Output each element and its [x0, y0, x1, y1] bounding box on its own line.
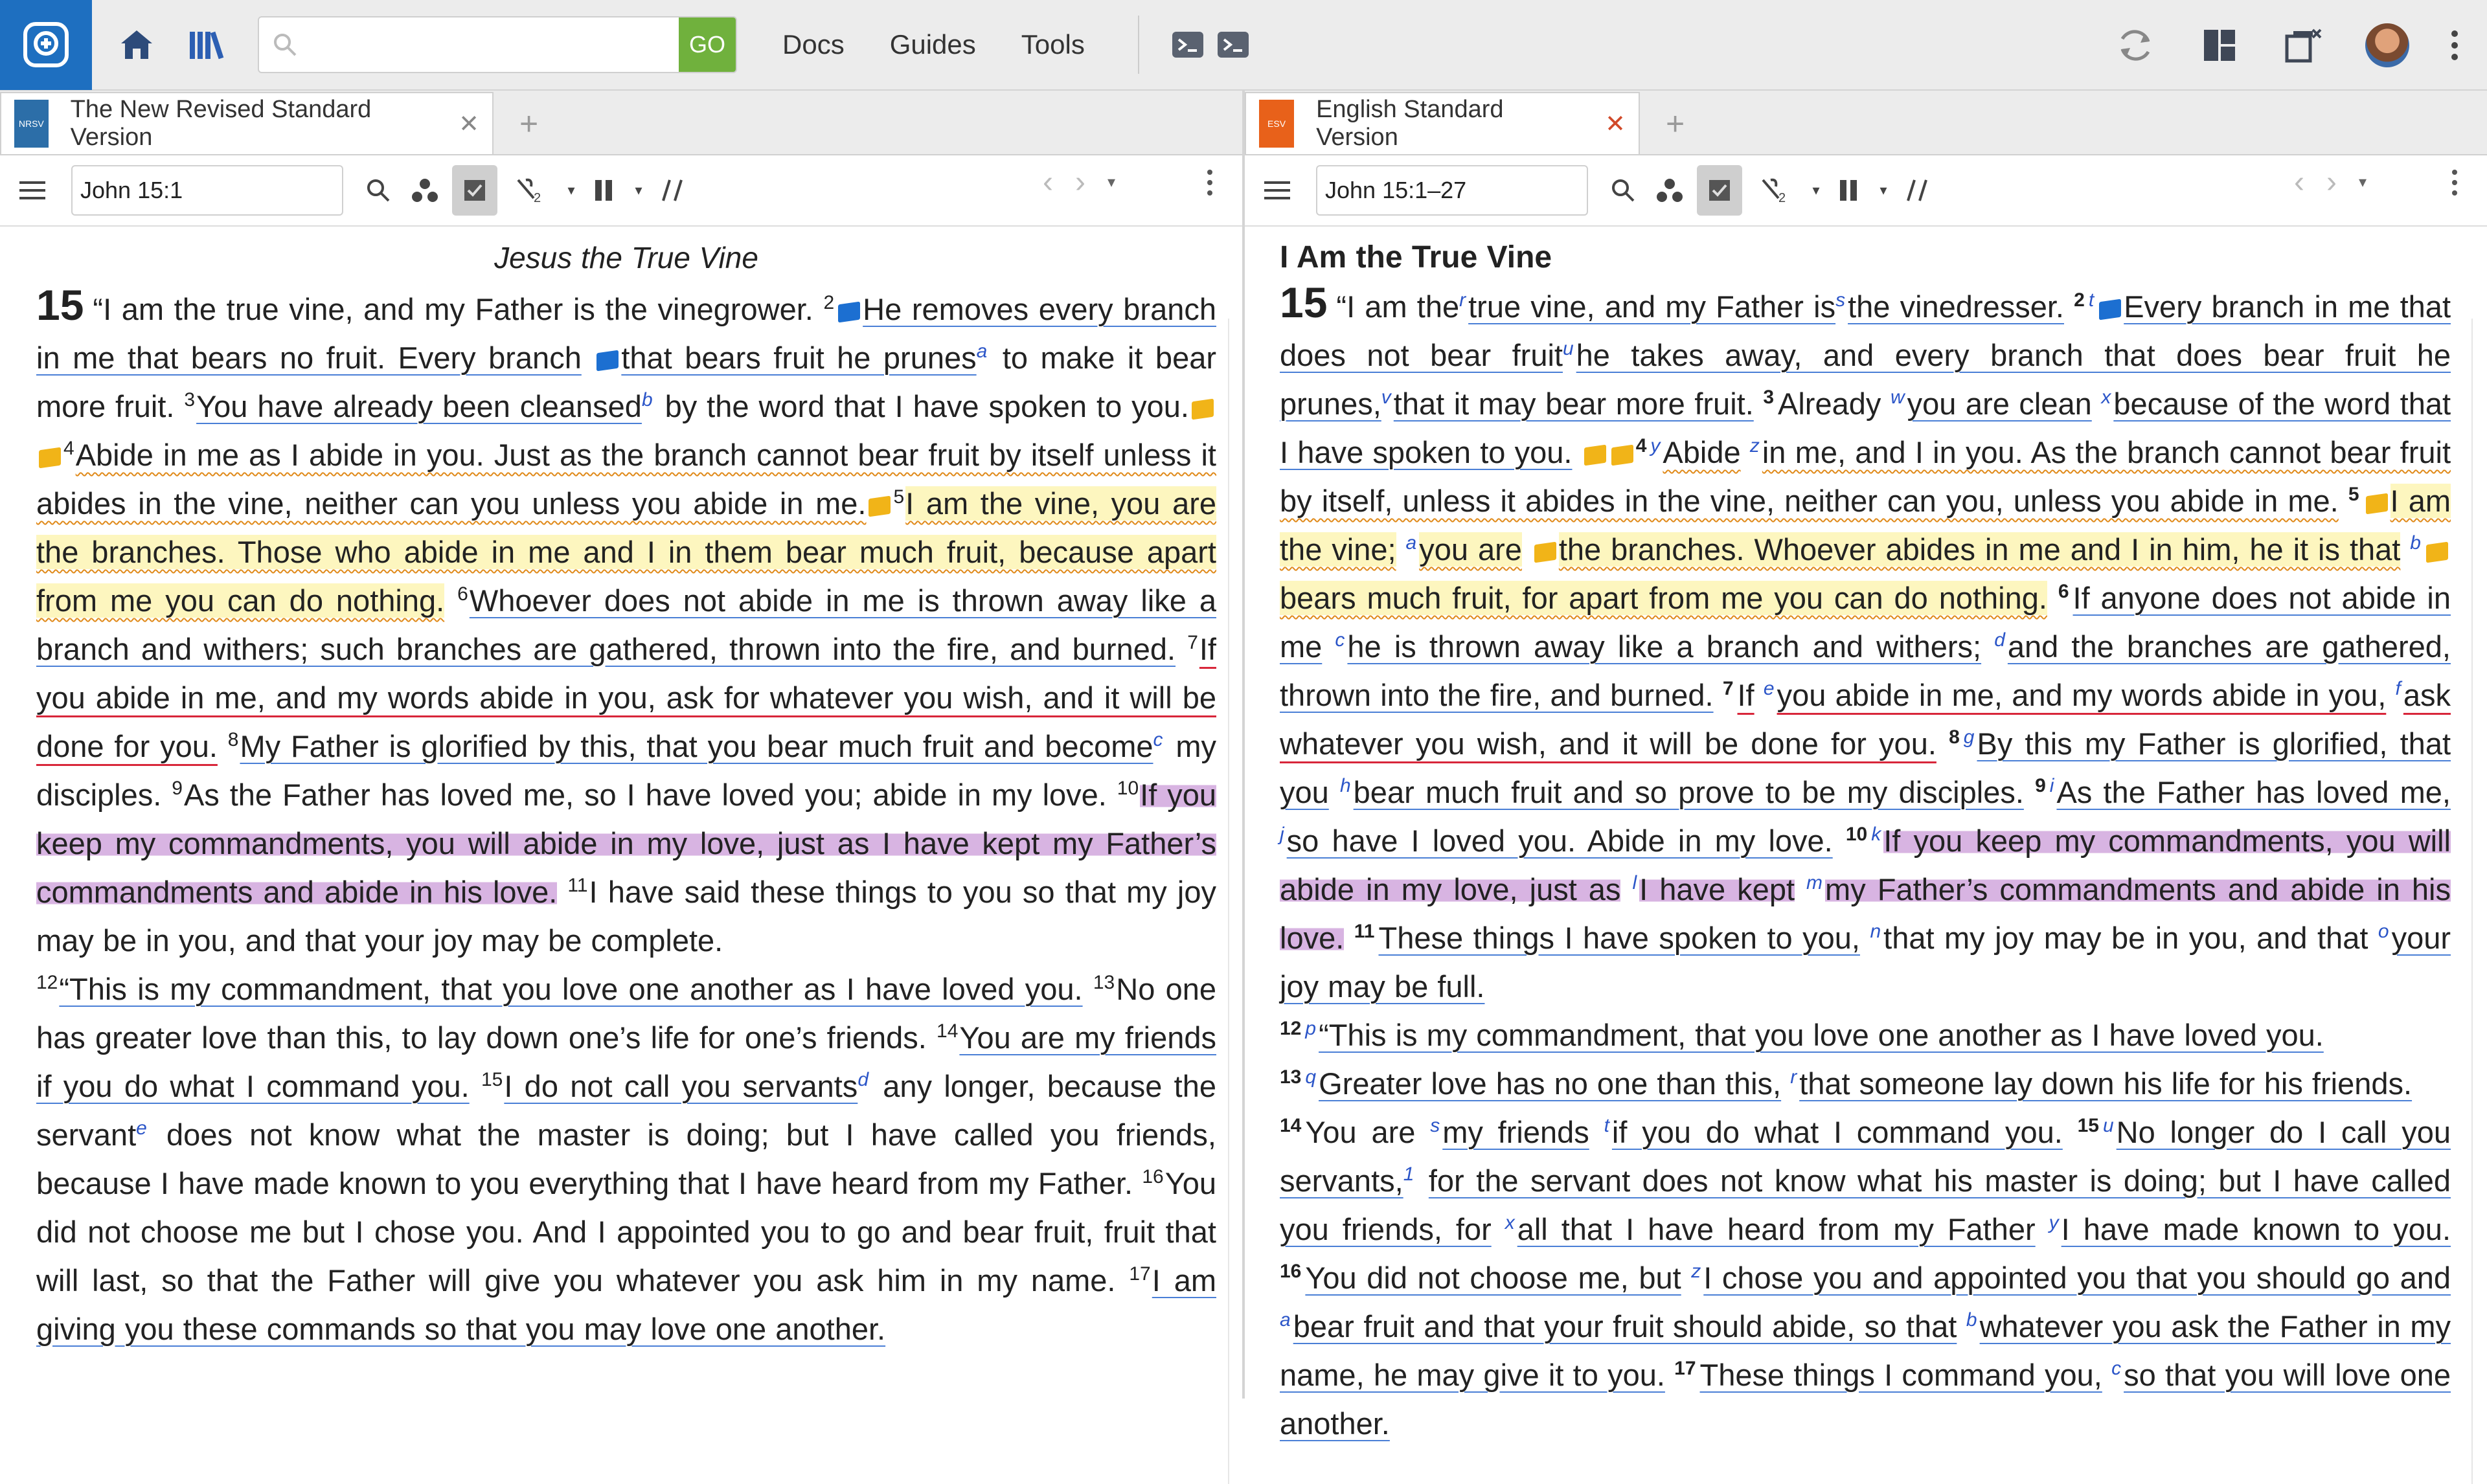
- verse-6: If anyone does not abide in me: [1280, 581, 2451, 664]
- columns-icon[interactable]: [1830, 165, 1869, 216]
- chevron-down-icon[interactable]: ▾: [567, 182, 575, 198]
- verse-15b: for the servant does not know what his master is doing; but I have called you friends, for: [1280, 1164, 2451, 1246]
- verse-11b: that my joy may be in you, and that: [1883, 921, 2368, 955]
- svg-text:2: 2: [534, 191, 541, 205]
- history-nav: [2294, 164, 2367, 200]
- verse-11: I have said these things to you so that my joy may be in you, and that your joy may be complete.: [36, 875, 1216, 958]
- resource-info-icon[interactable]: [405, 165, 444, 216]
- menu-tools[interactable]: Tools: [1021, 29, 1085, 60]
- parallel-resources-icon[interactable]: [1898, 165, 1936, 216]
- verse-12: “This is my commandment, that you love one another as I have loved you.: [1319, 1018, 2324, 1052]
- verse-8b: my disciples.: [36, 729, 1217, 812]
- verse-2: He removes every branch in me that bears no fruit. Every branch: [36, 292, 1216, 375]
- nrsv-text: [0, 227, 1242, 1353]
- reference-input[interactable]: John 15:1–27: [1316, 165, 1588, 216]
- interlinear-icon[interactable]: [1750, 165, 1802, 216]
- verse-7: If you abide in me, and my words abide in you, ask for whatever you wish, and it will be done for you.: [36, 632, 1216, 763]
- verse-8: By this my Father is glorified, that you: [1280, 726, 2451, 809]
- app-toolbar: [0, 0, 2487, 91]
- logos-icon[interactable]: [0, 0, 92, 90]
- library-icon[interactable]: [172, 12, 244, 77]
- verse-1: “I am the true vine, and my Father is the vinegrower.: [93, 292, 813, 326]
- chevron-down-icon[interactable]: ▾: [635, 182, 642, 198]
- verse-16d: whatever you ask the Father in my name, he may give it to you.: [1280, 1309, 2451, 1392]
- panel-menu-icon[interactable]: [13, 165, 52, 216]
- esv-text: [1245, 227, 2487, 1448]
- search-icon[interactable]: [359, 165, 398, 216]
- verse-7: If: [1737, 678, 1755, 712]
- verse-4b: in me, and I in you. As the branch cannot bear fruit by itself, unless it abides in the vine, neither can you, unless you abide in me.: [1280, 435, 2451, 518]
- verse-8b: bear much fruit and so prove to be my disciples.: [1353, 775, 2024, 809]
- home-icon[interactable]: [101, 12, 172, 77]
- verse-2c: that it may bear more fruit.: [1393, 387, 1754, 421]
- interlinear-icon[interactable]: [505, 165, 557, 216]
- menu-guides[interactable]: Guides: [889, 29, 976, 60]
- note-icon[interactable]: [2426, 541, 2448, 563]
- menu-docs[interactable]: Docs: [782, 29, 845, 60]
- verse-3b: by the word that I have spoken to you.: [664, 389, 1189, 423]
- verse-14c: if you do what I command you.: [1611, 1115, 2063, 1149]
- verse-1: “I am the: [1336, 289, 1460, 324]
- verse-5d: bears much fruit, for apart from me you can do nothing.: [1280, 581, 2047, 615]
- command-icon[interactable]: [1165, 12, 1210, 77]
- verse-14: You are my friends if you do what I command you.: [36, 1020, 1216, 1103]
- verse-16: You did not choose me, but: [1305, 1261, 1681, 1295]
- verse-15c: does not know what the master is doing; but I have called you friends, because I have made known to you everything that I have heard from my Father.: [36, 1118, 1216, 1200]
- verse-13: Greater love has no one than this,: [1319, 1066, 1782, 1101]
- verse-9b: so have I loved you. Abide in my love.: [1286, 824, 1833, 858]
- right-tab-row: [1245, 91, 2487, 155]
- chevron-down-icon[interactable]: ▾: [1879, 182, 1887, 198]
- sync-icon[interactable]: [2100, 13, 2171, 78]
- verse-15b: any longer, because the servant: [36, 1069, 1217, 1152]
- verse-4: Abide in me as I abide in you. Just as the branch cannot bear fruit by itself unless it abides in the vine, neither can you unless you abide in me.: [36, 438, 1216, 521]
- esv-book-icon: ESV: [1259, 100, 1294, 148]
- verse-3: Already: [1778, 387, 1881, 421]
- chevron-down-icon[interactable]: ▾: [2358, 174, 2367, 191]
- tab-title: The New Revised Standard Version: [70, 96, 372, 151]
- note-icon[interactable]: [596, 350, 619, 371]
- verse-5c: the branches. Whoever abides in me and I in him, he it is that: [1558, 532, 2401, 567]
- visual-filter-icon[interactable]: [1697, 165, 1742, 216]
- verse-5: I am the vine;: [1280, 484, 2451, 567]
- chapter-number: 15: [36, 281, 84, 329]
- svg-text:2: 2: [1778, 191, 1786, 205]
- panel-more-icon[interactable]: [2451, 168, 2459, 204]
- close-icon[interactable]: ✕: [1605, 110, 1626, 138]
- verse-17: I am giving you these commands so that you may love one another.: [36, 1263, 1216, 1346]
- note-icon[interactable]: [1584, 444, 1606, 466]
- verse-15d: I have made known to you.: [2061, 1212, 2451, 1246]
- verse-1b: true vine, and my Father is: [1468, 289, 1836, 324]
- tab-nrsv[interactable]: [0, 92, 494, 154]
- verse-10b: I have kept: [1639, 872, 1795, 906]
- chevron-down-icon[interactable]: ▾: [1107, 174, 1116, 191]
- panel-more-icon[interactable]: [1206, 168, 1214, 204]
- resource-info-icon[interactable]: [1650, 165, 1689, 216]
- right-resource-toolbar: [1245, 155, 2487, 227]
- history-nav: [1043, 164, 1115, 200]
- note-icon[interactable]: [1192, 398, 1214, 420]
- verse-13b: that someone lay down his life for his friends.: [1799, 1066, 2413, 1101]
- verse-15: I do not call you servants: [504, 1069, 858, 1103]
- section-heading: I Am the True Vine: [1280, 240, 1552, 275]
- right-panel: [1245, 91, 2487, 1441]
- section-heading: Jesus the True Vine: [494, 241, 758, 275]
- layout-icon[interactable]: [2184, 13, 2255, 78]
- left-tab-row: [0, 91, 1242, 155]
- verse-6b: he is thrown away like a branch and withers;: [1347, 629, 1982, 664]
- reference-input[interactable]: John 15:1: [71, 165, 343, 216]
- back-icon[interactable]: ‹: [2294, 165, 2304, 199]
- close-icon[interactable]: ✕: [459, 110, 479, 138]
- avatar[interactable]: [2365, 23, 2409, 67]
- verse-17b: so that you will love one another.: [1280, 1358, 2451, 1441]
- forward-icon[interactable]: ›: [1074, 165, 1085, 199]
- verse-5: I am the vine, you are the branches. Those who abide in me and I in them bear much fruit, because apart from me you can do nothing.: [36, 486, 1216, 618]
- verse-16b: I chose you and appointed you that you should go and: [1703, 1261, 2451, 1295]
- verse-11: These things I have spoken to you,: [1378, 921, 1860, 955]
- search-icon: [259, 32, 311, 58]
- scrollbar[interactable]: [1228, 319, 1236, 1484]
- note-icon[interactable]: [838, 301, 860, 322]
- go-button[interactable]: GO: [679, 16, 736, 73]
- verse-5b: you are: [1419, 532, 1522, 567]
- columns-icon[interactable]: [585, 165, 624, 216]
- verse-7c: ask whatever you wish, and it will be done for you.: [1280, 678, 2451, 761]
- panel-menu-icon[interactable]: [1258, 165, 1297, 216]
- verse-16: You did not choose me but I chose you. And I appointed you to go and bear fruit, fruit that will last, so that the Father will give you whatever you ask him in my name.: [36, 1166, 1216, 1298]
- add-tab-icon[interactable]: +: [519, 106, 539, 142]
- chapter-number: 15: [1280, 278, 1328, 326]
- passage: 15 “I am the$^r$true vine, and my Father is$^s$the vinedresser. $^2$ $^t$ Every branch in me that does not bear fruit$^u$he takes away, and every branch that does bear fruit he prunes,$^v$that it may bear more fruit. $^3$ Already $^w$you are clean $^x$because of the word that I have spoken to you. $^4$ $^y$Abide $^z$in me, and I in you. As the branch cannot bear fruit by itself, unless it abides in the vine, neither can you, unless you abide in me. $^5$ I am the vine; $^a$you are the branches. Whoever abides in me and I in him, he it is that $^b$bears much fruit, for apart from me you can do nothing. $^6$ If anyone does not abide in me $^c$he is thrown away like a branch and withers; $^d$and the branches are gathered, thrown into the fire, and burned. $^7$ If $^e$you abide in me, and my words abide in you, $^f$ask whatever you wish, and it will be done for you. $^8$ $^g$By this my Father is glorified, that you $^h$bear much fruit and so prove to be my disciples. $^9$ $^i$As the Father has loved me, $^j$so have I loved you. Abide in my love. $^{10}$ $^k$If you keep my commandments, you will abide in my love, just as $^l$I have kept $^m$my Father’s commandments and abide in his love. $^{11}$ These things I have spoken to you, $^n$that my joy may be in you, and that $^o$your joy may be full. $^{12}$ $^p$“This is my commandment, that you love one another as I have loved you. $^{13}$ $^q$Greater love has no one than this, $^r$that someone lay down his life for his friends. $^{14}$ You are $^s$my friends $^t$if you do what I command you. $^{15}$ $^u$No longer do I call you servants,$^1$ for the servant does not know what his master is doing; but I have called you friends, for $^x$all that I have heard from my Father $^y$I have made known to you. $^{16}$ You did not choose me, but $^z$I chose you and appointed you that you should go and $^a$bear fruit and that your fruit should abide, so that $^b$whatever you ask the Father in my name, he may give it to you. $^{17}$ These things I command you, $^c$so that you will love one another.: [1280, 278, 2451, 1441]
- search-input[interactable]: [311, 17, 679, 72]
- note-icon[interactable]: [2099, 298, 2121, 320]
- nrsv-book-icon: NRSV: [14, 100, 49, 148]
- left-resource-toolbar: [0, 155, 1242, 227]
- verse-17: These things I command you,: [1699, 1358, 2102, 1392]
- verse-3c: because of the word that I have spoken to you.: [1280, 387, 2451, 469]
- verse-13: No one has greater love than this, to lay down one’s life for one’s friends.: [36, 972, 1216, 1055]
- note-icon[interactable]: [2366, 493, 2388, 514]
- verse-2b: that bears fruit he prunes: [621, 341, 977, 375]
- verse-9: As the Father has loved me, so I have loved you; abide in my love.: [183, 778, 1107, 812]
- verse-9: As the Father has loved me,: [2056, 775, 2451, 809]
- verse-15c: all that I have heard from my Father: [1517, 1212, 2036, 1246]
- scrollbar[interactable]: [2471, 319, 2487, 1484]
- verse-1c: the vinedresser.: [1848, 289, 2064, 324]
- left-panel: [0, 91, 1242, 1399]
- search-icon[interactable]: [1604, 165, 1642, 216]
- verse-3b: you are clean: [1907, 387, 2092, 421]
- toolbar-divider: [1138, 16, 1139, 74]
- verse-7b: you abide in me, and my words abide in you,: [1777, 678, 2387, 712]
- verse-12: “This is my commandment, that you love one another as I have loved you.: [59, 972, 1083, 1006]
- note-icon[interactable]: [1611, 444, 1633, 466]
- verse-6c: and the branches are gathered, thrown into the fire, and burned.: [1280, 629, 2451, 712]
- back-icon[interactable]: ‹: [1043, 165, 1053, 199]
- verse-16c: bear fruit and that your fruit should abide, so that: [1293, 1309, 1957, 1343]
- close-panels-icon[interactable]: [2268, 13, 2339, 78]
- note-icon[interactable]: [39, 447, 61, 468]
- verse-6: Whoever does not abide in me is thrown away like a branch and withers; such branches are gathered, thrown into the fire, and burned.: [36, 583, 1216, 666]
- verse-2b: he takes away, and every branch that does bear fruit he prunes,: [1280, 338, 2451, 421]
- tab-esv[interactable]: [1245, 92, 1640, 154]
- passage: 15 “I am the true vine, and my Father is the vinegrower. $^2$ He removes every branch in me that bears no fruit. Every branch that bears fruit he prunes$^a$ to make it bear more fruit. $^3$You have already been cleansed$^b$ by the word that I have spoken to you. $^4$Abide in me as I abide in you. Just as the branch cannot bear fruit by itself unless it abides in the vine, neither can you unless you abide in me. $^5$I am the vine, you are the branches. Those who abide in me and I in them bear much fruit, because apart from me you can do nothing. $^6$Whoever does not abide in me is thrown away like a branch and withers; such branches are gathered, thrown into the fire, and burned. $^7$If you abide in me, and my words abide in you, ask for whatever you wish, and it will be done for you. $^8$My Father is glorified by this, that you bear much fruit and become$^c$ my disciples. $^9$As the Father has loved me, so I have loved you; abide in my love. $^{10}$If you keep my commandments, you will abide in my love, just as I have kept my Father’s commandments and abide in his love. $^{11}$I have said these things to you so that my joy may be in you, and that your joy may be complete. $^{12}$“This is my commandment, that you love one another as I have loved you. $^{13}$No one has greater love than this, to lay down one’s life for one’s friends. $^{14}$You are my friends if you do what I command you. $^{15}$I do not call you servants$^d$ any longer, because the servant$^e$ does not know what the master is doing; but I have called you friends, because I have made known to you everything that I have heard from my Father. $^{16}$You did not choose me but I chose you. And I appointed you to go and bear fruit, fruit that will last, so that the Father will give you whatever you ask him in my name. $^{17}$I am giving you these commands so that you may love one another.: [36, 281, 1217, 1346]
- verse-14b: my friends: [1442, 1115, 1589, 1149]
- command-icon-2[interactable]: [1210, 12, 1256, 77]
- note-icon[interactable]: [1534, 541, 1556, 563]
- search-box[interactable]: [258, 16, 737, 73]
- verse-10c: my Father’s commandments and abide in his love.: [1280, 872, 2451, 955]
- verse-2: Every branch in me that does not bear fruit: [1280, 289, 2451, 372]
- visual-filter-icon[interactable]: [452, 165, 497, 216]
- verse-8: My Father is glorified by this, that you bear much fruit and become: [240, 729, 1153, 763]
- add-tab-icon[interactable]: +: [1666, 106, 1685, 142]
- chevron-down-icon[interactable]: ▾: [1812, 182, 1820, 198]
- more-icon[interactable]: [2435, 13, 2474, 78]
- verse-14: You are: [1305, 1115, 1416, 1149]
- tab-title: English Standard Version: [1316, 96, 1504, 151]
- parallel-resources-icon[interactable]: [653, 165, 692, 216]
- verse-10: If you keep my commandments, you will abide in my love, just as: [1280, 824, 2451, 906]
- verse-10: If you keep my commandments, you will abide in my love, just as I have kept my Father’s commandments and abide in his love.: [36, 778, 1216, 909]
- verse-2c: to make it bear more fruit.: [36, 341, 1216, 423]
- note-icon[interactable]: [869, 495, 891, 517]
- verse-15: No longer do I call you servants,: [1280, 1115, 2451, 1198]
- verse-4: Abide: [1663, 435, 1741, 469]
- verse-3: You have already been cleansed: [196, 389, 642, 423]
- forward-icon[interactable]: ›: [2326, 165, 2337, 199]
- verse-11c: your joy may be full.: [1280, 921, 2451, 1004]
